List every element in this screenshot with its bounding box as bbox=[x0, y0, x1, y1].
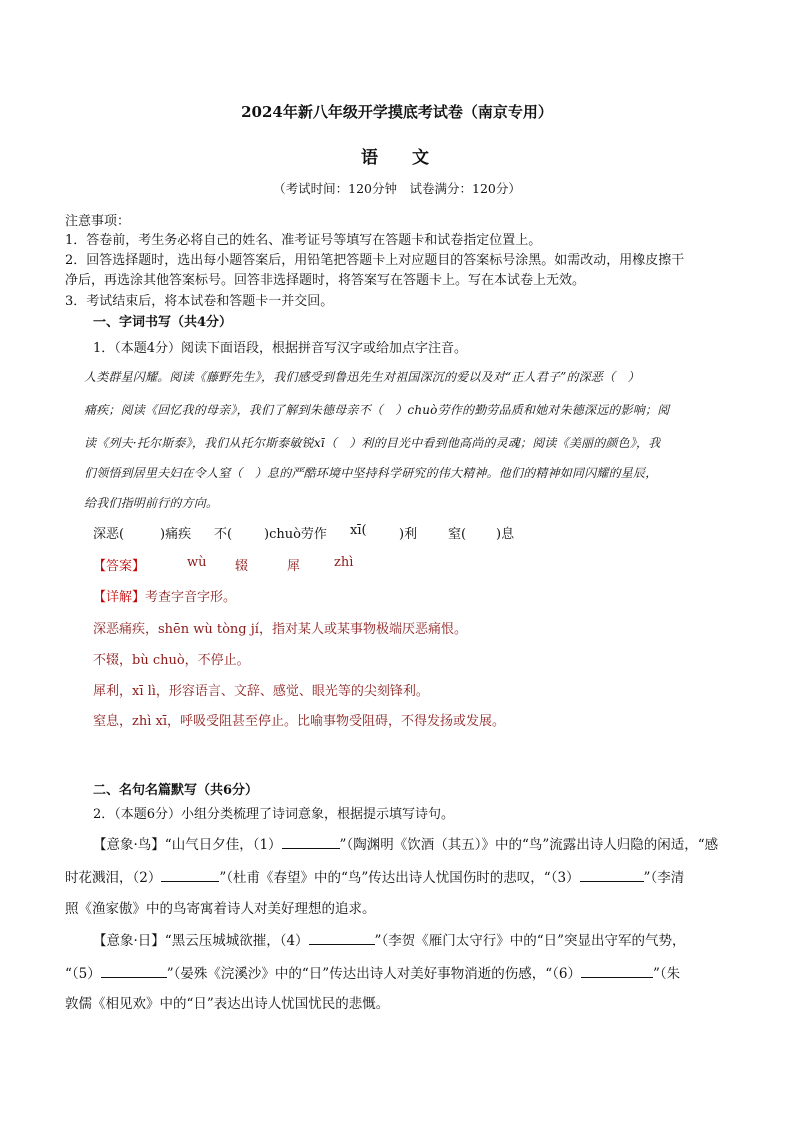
note-item: 净后，再选涂其他答案标号。回答非选择题时，将答案写在答题卡上。写在本试卷上无效。 bbox=[65, 273, 586, 288]
explanation-line: 犀利，xī lì，形容语言、文辞、感觉、眼光等的尖刻锋利。 bbox=[93, 684, 429, 699]
blank-item: )痛疾 bbox=[160, 527, 192, 542]
explanation-line: 窒息，zhì xī，呼吸受阻甚至停止。比喻事物受阻碍，不得发扬或发展。 bbox=[93, 714, 506, 729]
question-text: 2．（本题6分）小组分类梳理了诗词意象，根据提示填写诗句。 bbox=[93, 807, 455, 822]
answer-value: 辍 bbox=[235, 559, 249, 574]
note-item: 1．答卷前，考生务必将自己的姓名、准考证号等填写在答题卡和试卷指定位置上。 bbox=[65, 233, 542, 248]
detail-tag: 【详解】 bbox=[93, 590, 146, 605]
subject-title: 语文 bbox=[361, 148, 463, 168]
text-segment: “（5） bbox=[65, 966, 101, 982]
text-segment: ”（杜甫《春望》中的“鸟”传达出诗人忧国伤时的悲叹，“（3） bbox=[219, 870, 580, 886]
answer-value: 犀 bbox=[287, 559, 301, 574]
explanation-line: 深恶痛疾，shēn wù tòng jí，指对某人或某事物极端厌恶痛恨。 bbox=[93, 622, 467, 637]
text-segment: ”（李清 bbox=[643, 870, 685, 886]
text-segment: 时花溅泪，（2） bbox=[65, 870, 162, 886]
answer-blank-6[interactable] bbox=[581, 965, 653, 978]
text-segment: ”（晏殊《浣溪沙》中的“日”传达出诗人对美好事物消逝的伤感，“（6） bbox=[166, 966, 581, 982]
question-text: 1．（本题4分）阅读下面语段，根据拼音写汉字或给加点字注音。 bbox=[93, 341, 468, 356]
blank-item: 深恶( bbox=[93, 527, 125, 542]
answer-value: wù bbox=[187, 555, 207, 570]
answer-blank-4[interactable] bbox=[309, 932, 375, 945]
bird-line-1 bbox=[93, 833, 718, 853]
blank-item: )利 bbox=[399, 527, 418, 542]
section-heading: 二、名句名篇默写（共6分） bbox=[93, 783, 259, 798]
answer-blank-1[interactable] bbox=[282, 836, 340, 849]
text-segment: ”（李贺《雁门太守行》中的“日”突显出守军的气势， bbox=[374, 933, 686, 949]
text-segment: ”（朱 bbox=[652, 966, 681, 982]
text-segment: ”（陶渊明《饮酒（其五）》中的“鸟”流露出诗人归隐的闲适，“感 bbox=[339, 837, 719, 853]
blank-item: 不( bbox=[214, 527, 233, 542]
detail-intro: 考查字音字形。 bbox=[145, 590, 237, 605]
answer-blank-5[interactable] bbox=[101, 965, 167, 978]
sun-line-2 bbox=[65, 962, 680, 982]
sun-line-3: 敦儒《相见欢》中的“日”表达出诗人忧国忧民的悲慨。 bbox=[65, 996, 390, 1012]
exam-info: （考试时间：120分钟 试卷满分：120分） bbox=[273, 181, 521, 196]
answer-tag: 【答案】 bbox=[93, 559, 146, 574]
passage-line: 们领悟到居里夫妇在令人窒（ ）息的严酷环境中坚持科学研究的伟大精神。他们的精神如同闪耀的星辰， bbox=[84, 466, 658, 480]
blank-item: xī( bbox=[350, 523, 367, 538]
blank-item: )chuò劳作 bbox=[264, 527, 327, 542]
bird-line-3: 照《渔家傲》中的鸟寄寓着诗人对美好理想的追求。 bbox=[65, 901, 376, 917]
answer-blank-2[interactable] bbox=[161, 869, 219, 882]
answer-value: zhì bbox=[334, 555, 354, 570]
page-title: 2024年新八年级开学摸底考试卷（南京专用） bbox=[241, 103, 553, 121]
passage-line: 读《列夫·托尔斯泰》，我们从托尔斯泰敏锐xī（ ）利的目光中看到他高尚的灵魂；阅读《美丽的颜色》，我 bbox=[84, 436, 661, 450]
explanation-line: 不辍，bù chuò，不停止。 bbox=[93, 653, 250, 668]
text-segment: 【意象·鸟】“山气日夕佳，（1） bbox=[93, 837, 282, 853]
note-item: 3．考试结束后，将本试卷和答题卡一并交回。 bbox=[65, 294, 334, 309]
answer-blank-3[interactable] bbox=[580, 869, 644, 882]
sun-line-1 bbox=[93, 929, 686, 949]
detail-line bbox=[93, 586, 236, 605]
section-heading: 一、字词书写（共4分） bbox=[93, 315, 233, 330]
notes-heading: 注意事项： bbox=[65, 214, 131, 229]
blank-item: 窒( bbox=[448, 527, 467, 542]
passage-line: 人类群星闪耀。阅读《藤野先生》，我们感受到鲁迅先生对祖国深沉的爱以及对“正人君子”的深恶（ ） bbox=[84, 370, 640, 384]
text-segment: 【意象·日】“黑云压城城欲摧，（4） bbox=[93, 933, 309, 949]
note-item: 2．回答选择题时，选出每小题答案后，用铅笔把答题卡上对应题目的答案标号涂黑。如需改动，用橡皮擦干 bbox=[65, 253, 685, 268]
bird-line-2 bbox=[65, 866, 684, 886]
passage-line: 痛疾；阅读《回忆我的母亲》，我们了解到朱德母亲不（ ）chuò劳作的勤劳品质和她对朱德深远的影响；阅 bbox=[84, 403, 670, 417]
blank-item: )息 bbox=[496, 527, 515, 542]
passage-line: 给我们指明前行的方向。 bbox=[84, 496, 219, 510]
